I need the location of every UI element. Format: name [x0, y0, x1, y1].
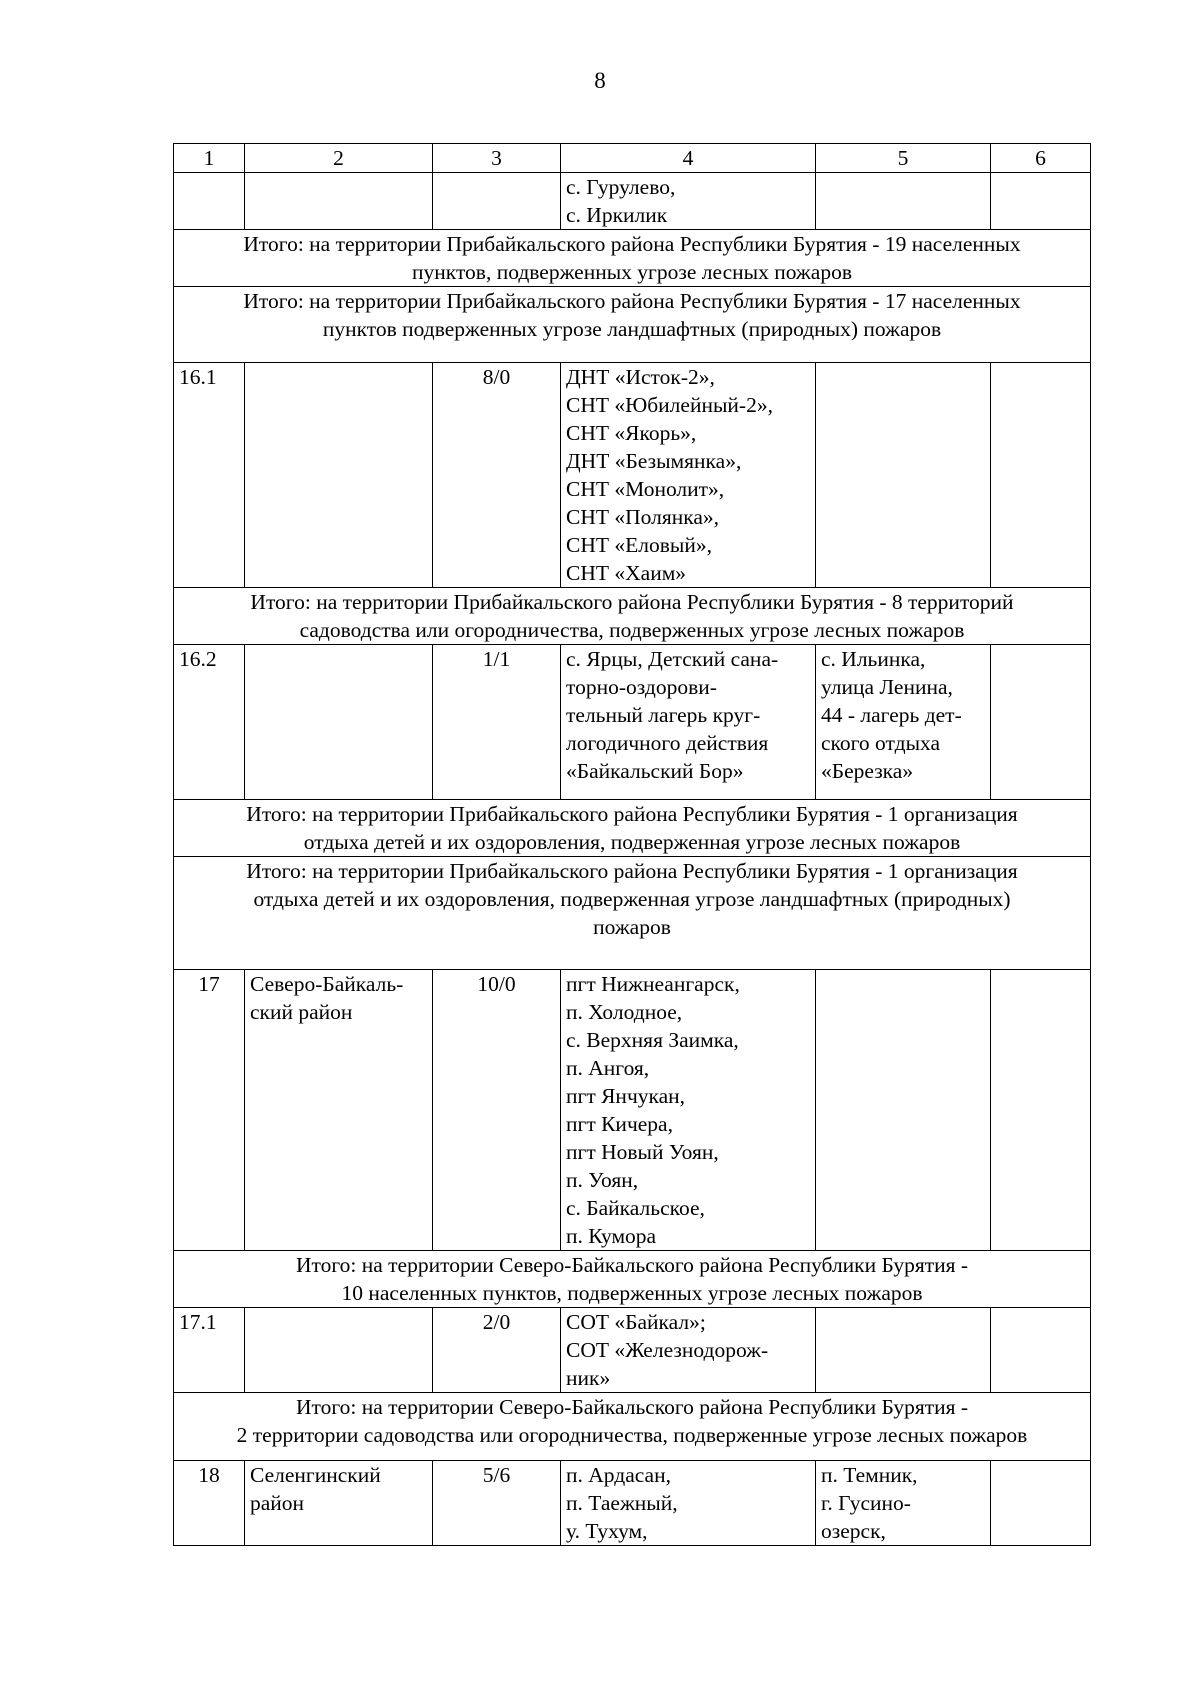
total-text: Итого: на территории Прибайкальского района Республики Бурятия - 1 организация отдыха детей и их оздоровления, подверженная угрозе ландшафтных (природных) пожаров: [174, 857, 1091, 970]
total-row: [174, 287, 1091, 363]
total-row: [174, 1251, 1091, 1308]
list-item: с. Ярцы, Детский сана-: [566, 647, 779, 671]
total-row: [174, 800, 1091, 857]
list-item: пгт Новый Уоян,: [566, 1140, 719, 1164]
list-item: п. Ангоя,: [566, 1056, 650, 1080]
list-item: г. Гусино-: [821, 1491, 911, 1515]
cell-count: 1/1: [433, 645, 561, 800]
cell-notes: [991, 970, 1091, 1251]
cell-forest-fire-settlements: [561, 1308, 816, 1393]
total-text: Итого: на территории Северо-Байкальского района Республики Бурятия - 10 населенных пунктов, подверженных угрозе лесных пожаров: [174, 1251, 1091, 1308]
cell-number: 16.2: [174, 645, 245, 800]
cell-notes: [991, 363, 1091, 588]
cell-forest-fire-settlements: [561, 173, 816, 230]
list-item: логодичного действия: [566, 731, 769, 755]
cell-landscape-fire-settlements: [816, 173, 991, 230]
list-item: ДНТ «Исток-2»,: [566, 365, 715, 389]
cell-forest-fire-settlements: [561, 645, 816, 800]
list-item: СНТ «Еловый»,: [566, 533, 712, 557]
total-text: Итого: на территории Прибайкальского района Республики Бурятия - 17 населенных пунктов подверженных угрозе ландшафтных (природных) пожаров: [174, 287, 1091, 363]
cell-district: [245, 363, 433, 588]
list-item: с. Байкальское,: [566, 1196, 705, 1220]
cell-notes: [991, 645, 1091, 800]
list-item: «Березка»: [821, 759, 914, 783]
cell-district: [245, 645, 433, 800]
cell-number: 17: [174, 970, 245, 1251]
table-row: [174, 1308, 1091, 1393]
list-item: озерск,: [821, 1519, 886, 1543]
total-text: Итого: на территории Северо-Байкальского района Республики Бурятия - 2 территории садоводства или огородничества, подверженные угрозе лесных пожаров: [174, 1393, 1091, 1461]
list-item: пгт Нижнеангарск,: [566, 972, 740, 996]
total-row: [174, 230, 1091, 287]
table-row: [174, 1461, 1091, 1546]
cell-count: 5/6: [433, 1461, 561, 1546]
list-item: с. Ильинка,: [821, 647, 926, 671]
cell-number: [174, 173, 245, 230]
cell-count: 10/0: [433, 970, 561, 1251]
cell-district: [245, 1461, 433, 1546]
cell-forest-fire-settlements: [561, 1461, 816, 1546]
cell-number: 16.1: [174, 363, 245, 588]
cell-forest-fire-settlements: [561, 970, 816, 1251]
district-name-line: Селенгинский: [250, 1463, 381, 1487]
list-item: ДНТ «Безымянка»,: [566, 449, 742, 473]
list-item: п. Таежный,: [566, 1491, 678, 1515]
table-row: [174, 645, 1091, 800]
cell-landscape-fire-settlements: [816, 645, 991, 800]
list-item: СНТ «Юбилейный-2»,: [566, 393, 773, 417]
total-text: Итого: на территории Прибайкальского района Республики Бурятия - 1 организация отдыха детей и их оздоровления, подверженная угрозе лесных пожаров: [174, 800, 1091, 857]
list-item: тельный лагерь круг-: [566, 703, 761, 727]
cell-notes: [991, 1308, 1091, 1393]
cell-landscape-fire-settlements: [816, 1461, 991, 1546]
header-col-4: 4: [561, 144, 816, 173]
header-col-1: 1: [174, 144, 245, 173]
list-item: 44 - лагерь дет-: [821, 703, 962, 727]
list-item: п. Темник,: [821, 1463, 918, 1487]
cell-district: [245, 173, 433, 230]
list-item: с. Верхняя Заимка,: [566, 1028, 739, 1052]
table-row: [174, 363, 1091, 588]
list-item: ник»: [566, 1366, 611, 1390]
table-row: [174, 970, 1091, 1251]
total-text: Итого: на территории Прибайкальского района Республики Бурятия - 19 населенных пунктов, подверженных угрозе лесных пожаров: [174, 230, 1091, 287]
settlements-table: [173, 143, 1091, 1546]
page-number: 8: [594, 68, 606, 93]
cell-forest-fire-settlements: [561, 363, 816, 588]
cell-district: [245, 970, 433, 1251]
list-item: СНТ «Якорь»,: [566, 421, 697, 445]
district-name-line: район: [250, 1491, 305, 1515]
header-col-5: 5: [816, 144, 991, 173]
cell-notes: [991, 1461, 1091, 1546]
cell-landscape-fire-settlements: [816, 970, 991, 1251]
list-item: у. Тухум,: [566, 1519, 648, 1543]
list-item: п. Холодное,: [566, 1000, 683, 1024]
list-item: СНТ «Монолит»,: [566, 477, 725, 501]
list-item: СОТ «Железнодорож-: [566, 1338, 769, 1362]
total-row: [174, 588, 1091, 645]
table-row: [174, 173, 1091, 230]
cell-notes: [991, 173, 1091, 230]
list-item: СОТ «Байкал»;: [566, 1310, 706, 1334]
list-item: СНТ «Хаим»: [566, 561, 687, 585]
cell-district: [245, 1308, 433, 1393]
cell-number: 18: [174, 1461, 245, 1546]
list-item: СНТ «Полянка»,: [566, 505, 720, 529]
header-col-2: 2: [245, 144, 433, 173]
list-item: торно-оздорови-: [566, 675, 717, 699]
district-name-line: Северо-Байкаль-: [250, 972, 404, 996]
list-item: п. Ардасан,: [566, 1463, 671, 1487]
list-item: ского отдыха: [821, 731, 941, 755]
cell-count: 2/0: [433, 1308, 561, 1393]
total-row: [174, 857, 1091, 970]
header-col-6: 6: [991, 144, 1091, 173]
total-row: [174, 1393, 1091, 1461]
list-item: п. Уоян,: [566, 1168, 639, 1192]
list-item: с. Гурулево,: [566, 175, 676, 199]
list-item: пгт Кичера,: [566, 1112, 673, 1136]
list-item: п. Кумора: [566, 1224, 657, 1248]
cell-landscape-fire-settlements: [816, 363, 991, 588]
cell-number: 17.1: [174, 1308, 245, 1393]
list-item: улица Ленина,: [821, 675, 953, 699]
cell-landscape-fire-settlements: [816, 1308, 991, 1393]
cell-count: 8/0: [433, 363, 561, 588]
header-row: [174, 144, 1091, 173]
list-item: «Байкальский Бор»: [566, 759, 744, 783]
total-text: Итого: на территории Прибайкальского района Республики Бурятия - 8 территорий садоводства или огородничества, подверженных угрозе лесных пожаров: [174, 588, 1091, 645]
cell-count: [433, 173, 561, 230]
list-item: пгт Янчукан,: [566, 1084, 686, 1108]
header-col-3: 3: [433, 144, 561, 173]
list-item: с. Иркилик: [566, 203, 668, 227]
district-name-line: ский район: [250, 1000, 353, 1024]
